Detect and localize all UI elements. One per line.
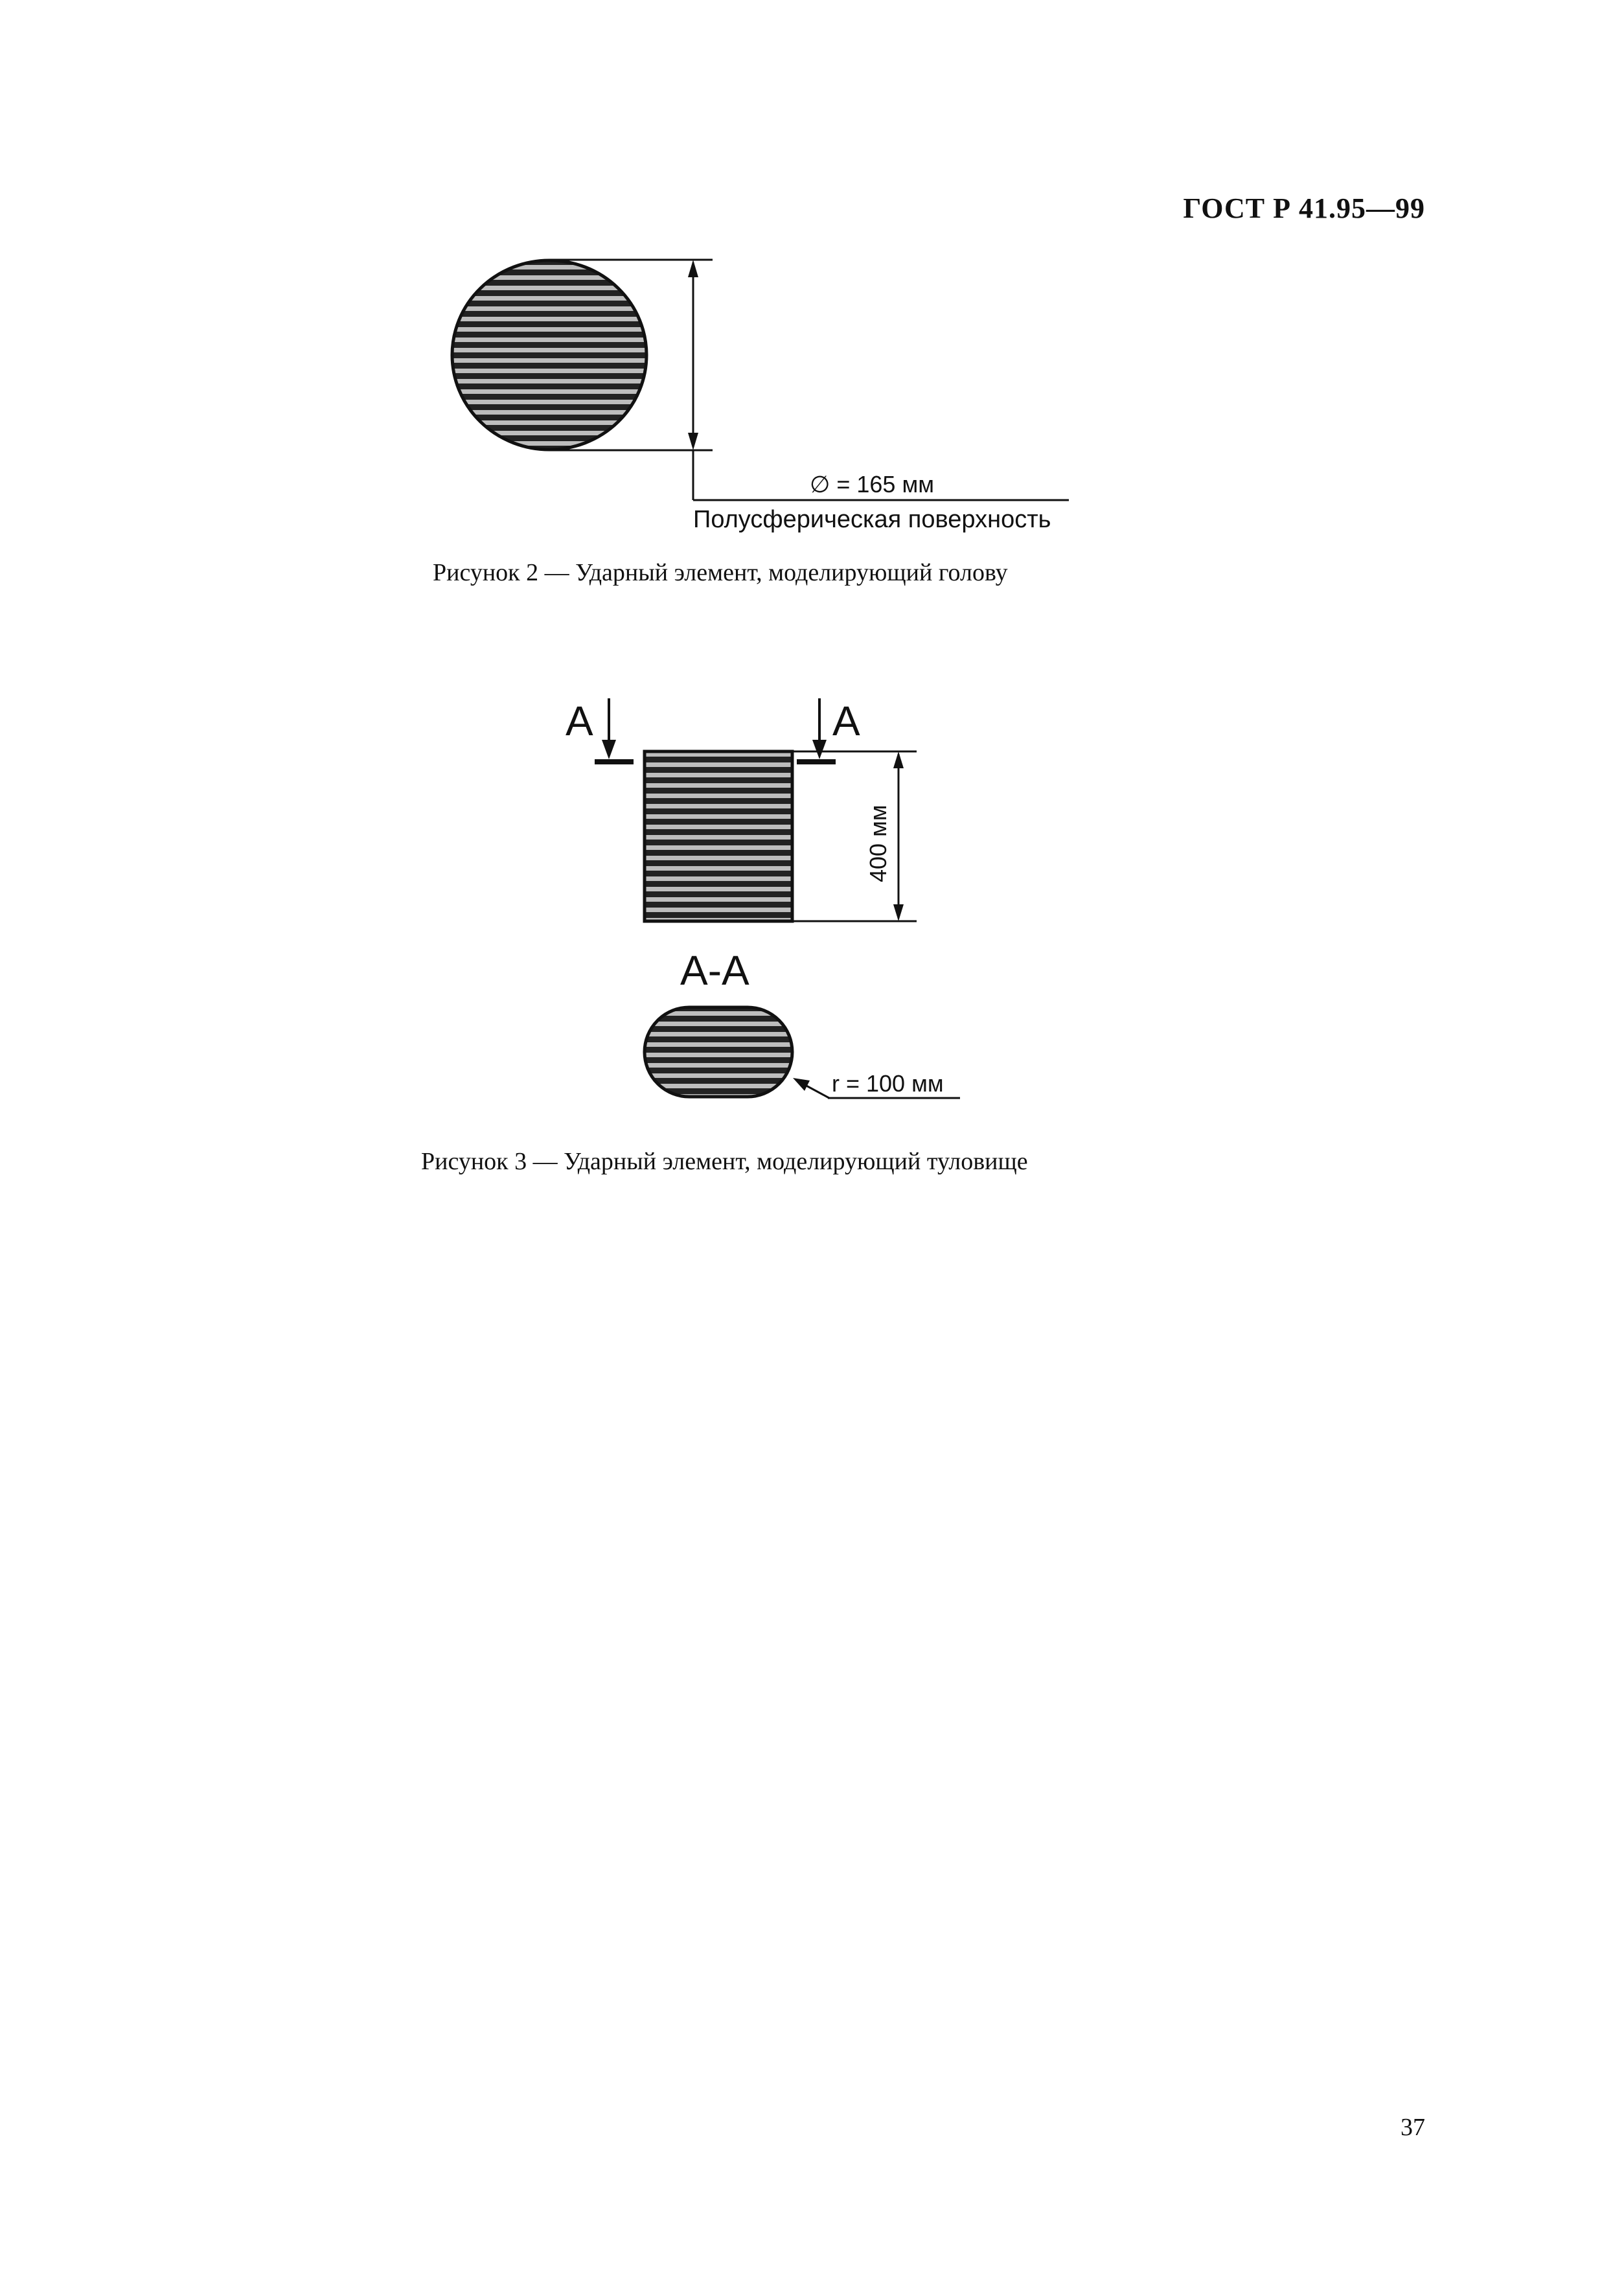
figure-2-head-impactor: [452, 260, 1069, 533]
section-mark-left: A: [566, 698, 593, 744]
arrow-down-icon: [602, 740, 616, 759]
arrow-down-icon: [812, 740, 827, 759]
arrow-down-icon: [893, 904, 904, 921]
diameter-label: ∅ = 165 мм: [810, 471, 934, 498]
document-code: ГОСТ Р 41.95—99: [1183, 192, 1425, 224]
arrow-down-icon: [688, 433, 698, 450]
radius-label: r = 100 мм: [832, 1070, 944, 1097]
section-title: A-A: [680, 947, 749, 994]
surface-label: Полусферическая поверхность: [693, 506, 1051, 533]
figure-2-caption: Рисунок 2 — Ударный элемент, моделирующий голову: [433, 559, 1008, 586]
arrow-up-icon: [688, 260, 698, 277]
figure-3-torso-impactor: [566, 698, 960, 1098]
arrow-left-icon: [793, 1078, 810, 1091]
figure-3-caption: Рисунок 3 — Ударный элемент, моделирующий туловище: [421, 1148, 1028, 1175]
cylinder-side-view: [645, 751, 792, 921]
page-number: 37: [1401, 2114, 1425, 2141]
arrow-up-icon: [893, 751, 904, 768]
hemisphere-shape: [452, 260, 646, 450]
section-mark-right: A: [832, 698, 860, 744]
cross-section-shape: [645, 1007, 792, 1097]
height-label: 400 мм: [865, 805, 891, 882]
